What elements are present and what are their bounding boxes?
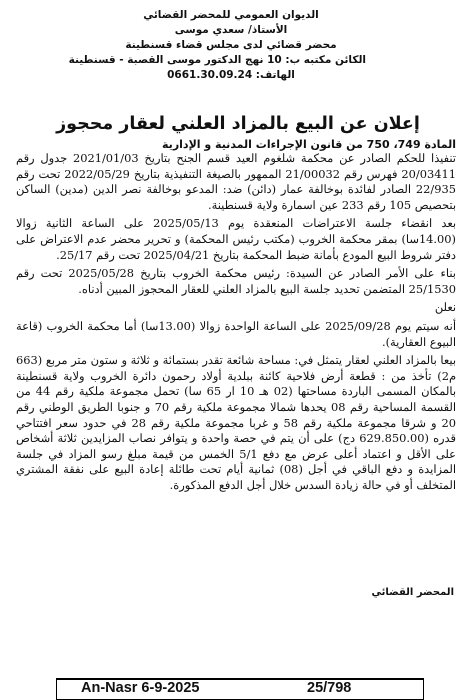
- bailiff-name: الأستاذ/ سعدي موسى: [174, 24, 288, 36]
- objection-session-paragraph: بعد انقضاء جلسة الاعتراضات المنعقدة يوم 2025/05/13 على الساعة الثانية زوالا (14.00سا) بمقر محكمة الخروب (مكتب رئيس المحكمة) و تحرير محضر عدم الاعتراض على دفتر شروط البيع المودع بأمانة ضبط المحكمة بتاريخ 2025/04/21 تحت رقم 25/17.: [16, 216, 457, 262]
- announcement-word: نعلن: [434, 300, 456, 315]
- signature: المحضر القضائي: [371, 587, 454, 598]
- office-name: الديوان العمومي للمحضر القضائي: [143, 9, 319, 21]
- bailiff-jurisdiction: محضر قضائي لدى مجلس قضاء قسنطينة: [125, 39, 337, 51]
- court-order-paragraph: بناء على الأمر الصادر عن السيدة: رئيس محكمة الخروب بتاريخ 2025/05/28 تحت رقم 25/1530 المتضمن تحديد جلسة البيع بالمزاد العلني للعقار المحجوز المبين أدناه.: [16, 266, 456, 296]
- property-description-paragraph: بيعا بالمزاد العلني لعقار يتمثل في: مساحة شائعة تقدر بستمائة و ثلاثة و ستون متر مربع (663 م2) تأخذ من : قطعة أرض فلاحية كائنة ببلدية أولاد رحمون دائرة الخروب ولاية قسنطينة بالمكان المسمى الباردة مساحتها (02 هـ 10 ار 65 سا) تحمل مجموعة ملكية رقم 44 من القسمة المساحية رقم 08 يحدها شمالا مجموعة ملكية رقم 70 و جنوبا الطريق الوطني رقم 20 و شرقا مجموعة ملكية رقم 58 و غربا مجموعة ملكية رقم 28 في حدود سعر افتتاحي قدره (629.850.00 دج) على أن يتم في حصة واحدة و يتوافر نصاب المزايدين ثلاثة أشخاص على الأقل و اعتماد أعلى عرض مع دفع 5/1 الخمس من قيمة مبلغ رسو المزاد في جلسة المزايدة و دفع الباقي في أجل (08) ثمانية أيام تحت طائلة إعادة البيع على نفقة المشتري المتخلف أو في حالة زيادة السدس خلال أجل الدفع المذكورة.: [16, 353, 457, 492]
- legal-article-reference: المادة 749، 750 من قانون الإجراءات المدنية و الإدارية: [162, 138, 456, 151]
- notice-title: إعلان عن البيع بالمزاد العلني لعقار محجوز: [56, 114, 420, 134]
- publication-date: An-Nasr 6-9-2025: [81, 680, 200, 696]
- publication-footer: [56, 678, 424, 700]
- notice-number: 25/798: [307, 680, 352, 696]
- notice-body: [16, 151, 456, 496]
- enforcement-paragraph: تنفيذا للحكم الصادر عن محكمة شلغوم العيد قسم الجنح بتاريخ 2021/01/03 جدول رقم 20/03411 فهرس رقم 21/00032 الممهور بالصيغة التنفيذية بتاريخ 2022/05/29 تحت رقم 22/935 الصادر لفائدة بوخالفة عمار (دائن) ضد: المدعو بوخالفة نصر الدين (مدين) الساكن بتحصيص 105 رقم 233 عين اسمارة ولاية قسنطينة.: [16, 151, 456, 212]
- office-address: الكائن مكتبه ب: 10 نهج الدكتور موسى القصبة - قسنطينة: [68, 54, 366, 66]
- auction-date-paragraph: أنه سيتم يوم 2025/09/28 على الساعة الواحدة زوالا (13.00سا) أما محكمة الخروب (قاعة البيوع العقارية).: [16, 318, 456, 349]
- bailiff-office-header: [68, 8, 366, 83]
- office-phone: الهاتف: 0661.30.09.24: [167, 69, 295, 81]
